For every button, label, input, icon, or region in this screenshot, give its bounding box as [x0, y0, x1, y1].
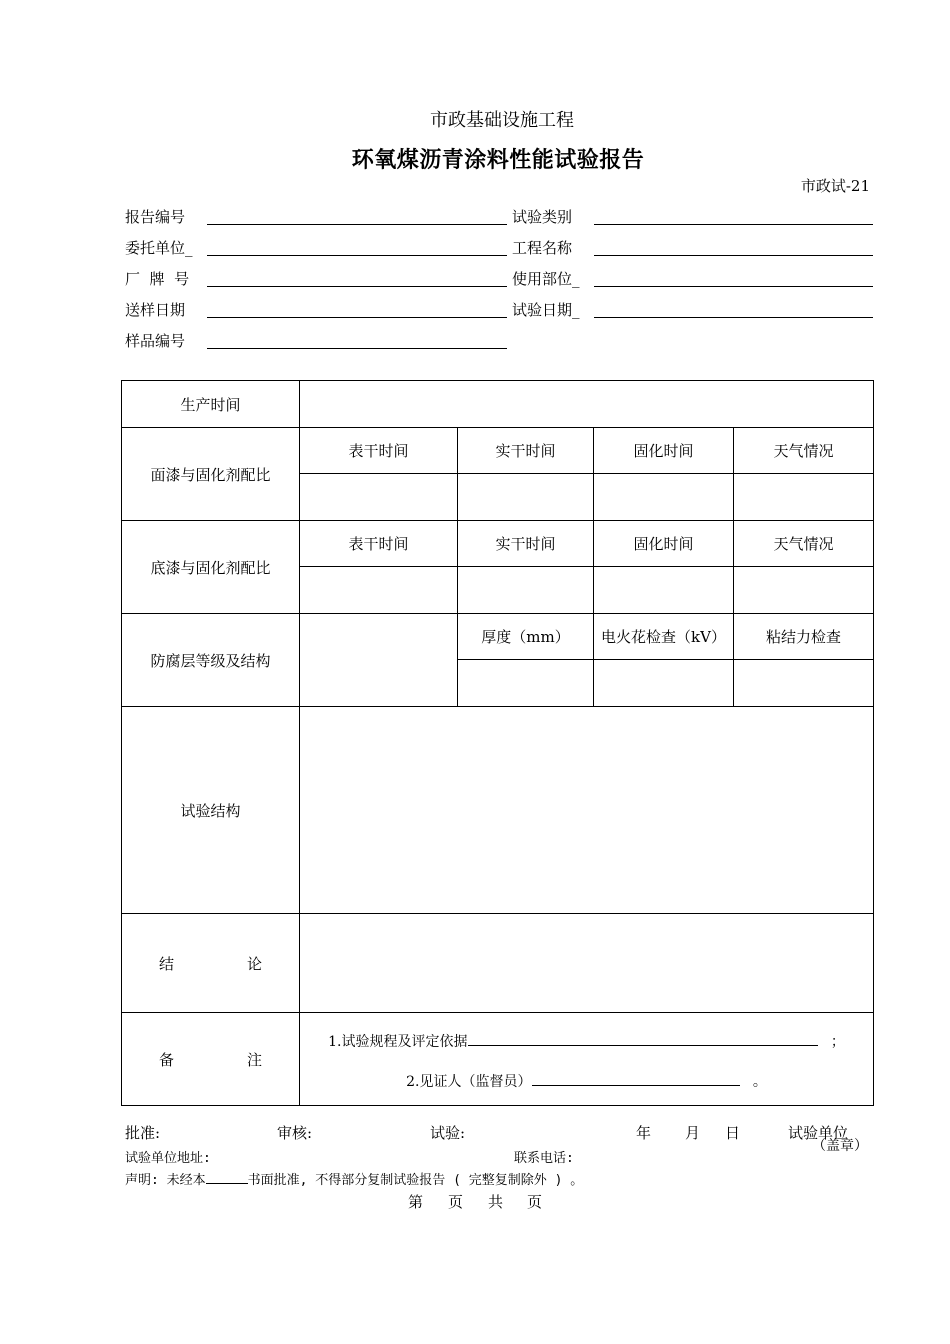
topcoat-cure-header: 固化时间	[594, 428, 734, 474]
brand-label: 厂 牌 号	[125, 270, 190, 288]
client-label: 委托单位_	[125, 239, 193, 257]
topcoat-surface-dry-header: 表干时间	[300, 428, 458, 474]
report-no-label: 报告编号	[125, 208, 186, 226]
seal-label: （盖章）	[812, 1138, 868, 1154]
topcoat-weather-header: 天气情况	[734, 428, 874, 474]
remarks-label	[122, 1013, 300, 1106]
test-date-field[interactable]	[594, 317, 873, 318]
send-date-field[interactable]	[207, 317, 507, 318]
send-date-label: 送样日期	[125, 301, 186, 319]
test-date-label: 试验日期_	[512, 301, 580, 319]
topcoat-cure-value[interactable]	[594, 474, 734, 521]
report-table	[121, 380, 874, 1106]
conclusion-char-2: 论	[247, 954, 263, 973]
client-field[interactable]	[207, 255, 507, 256]
test-result-value[interactable]	[300, 707, 874, 914]
statement-blank[interactable]	[206, 1171, 248, 1184]
adhesion-value[interactable]	[734, 660, 874, 707]
test-type-field[interactable]	[594, 224, 873, 225]
review-label: 审核:	[277, 1124, 313, 1142]
remark-1-blank[interactable]	[468, 1031, 818, 1046]
anticorrosion-label: 防腐层等级及结构	[122, 614, 300, 707]
topcoat-surface-dry-value[interactable]	[300, 474, 458, 521]
doc-title: 环氧煤沥青涂料性能试验报告	[351, 148, 645, 173]
remark-1-text: 1.试验规程及评定依据	[328, 1034, 468, 1050]
doc-subtitle: 市政基础设施工程	[430, 110, 574, 131]
topcoat-hard-dry-value[interactable]	[458, 474, 594, 521]
remark-1-suffix: ；	[830, 1034, 845, 1050]
primer-surface-dry-header: 表干时间	[300, 521, 458, 567]
year-label: 年	[636, 1124, 652, 1142]
topcoat-hard-dry-header: 实干时间	[458, 428, 594, 474]
primer-hard-dry-header: 实干时间	[458, 521, 594, 567]
topcoat-weather-value[interactable]	[734, 474, 874, 521]
primer-hard-dry-value[interactable]	[458, 567, 594, 614]
report-no-field[interactable]	[207, 224, 507, 225]
page-ye-2: 页	[527, 1193, 543, 1211]
test-type-label: 试验类别	[512, 208, 573, 226]
page-di: 第	[408, 1193, 424, 1211]
thickness-header: 厚度（mm）	[458, 614, 594, 660]
statement-part-1: 声明: 未经本	[125, 1173, 206, 1188]
page-ye: 页	[448, 1193, 464, 1211]
sample-no-field[interactable]	[207, 348, 507, 349]
statement-part-2: 书面批准, 不得部分复制试验报告 ( 完整复制除外 ) 。	[247, 1173, 584, 1188]
anticorrosion-value[interactable]	[300, 614, 458, 707]
remark-2-suffix: 。	[752, 1074, 767, 1090]
month-label: 月	[685, 1124, 701, 1142]
remarks-char-2: 注	[247, 1050, 263, 1069]
form-code: 市政试-21	[800, 177, 870, 195]
spark-test-header: 电火花检查（kV）	[594, 614, 734, 660]
project-label: 工程名称	[512, 239, 573, 257]
use-part-field[interactable]	[594, 286, 873, 287]
primer-ratio-label: 底漆与固化剂配比	[122, 521, 300, 614]
remark-2-text: 2.见证人（监督员）	[406, 1074, 532, 1090]
spark-test-value[interactable]	[594, 660, 734, 707]
remark-line-1	[300, 1016, 873, 1062]
brand-field[interactable]	[207, 286, 507, 287]
sample-no-label: 样品编号	[125, 332, 186, 350]
page-gong: 共	[488, 1193, 504, 1211]
primer-cure-header: 固化时间	[594, 521, 734, 567]
address-label: 试验单位地址:	[125, 1151, 211, 1166]
topcoat-ratio-label: 面漆与固化剂配比	[122, 428, 300, 521]
project-field[interactable]	[594, 255, 873, 256]
test-result-label: 试验结构	[122, 707, 300, 914]
production-time-label: 生产时间	[122, 381, 300, 428]
primer-surface-dry-value[interactable]	[300, 567, 458, 614]
adhesion-header: 粘结力检查	[734, 614, 874, 660]
conclusion-char-1: 结	[158, 954, 174, 973]
day-label: 日	[725, 1124, 741, 1142]
primer-weather-value[interactable]	[734, 567, 874, 614]
approve-label: 批准:	[125, 1124, 161, 1142]
remark-line-2	[300, 1062, 873, 1102]
phone-label: 联系电话:	[514, 1151, 574, 1166]
remarks-char-1: 备	[158, 1050, 174, 1069]
test-unit-label: 试验单位	[788, 1124, 849, 1142]
remarks-value	[300, 1013, 874, 1106]
conclusion-label	[122, 914, 300, 1013]
remark-2-blank[interactable]	[532, 1071, 740, 1086]
thickness-value[interactable]	[458, 660, 594, 707]
test-label: 试验:	[430, 1124, 466, 1142]
production-time-value[interactable]	[300, 381, 874, 428]
conclusion-value[interactable]	[300, 914, 874, 1013]
primer-cure-value[interactable]	[594, 567, 734, 614]
primer-weather-header: 天气情况	[734, 521, 874, 567]
statement	[125, 1169, 583, 1188]
use-part-label: 使用部位_	[512, 270, 580, 288]
